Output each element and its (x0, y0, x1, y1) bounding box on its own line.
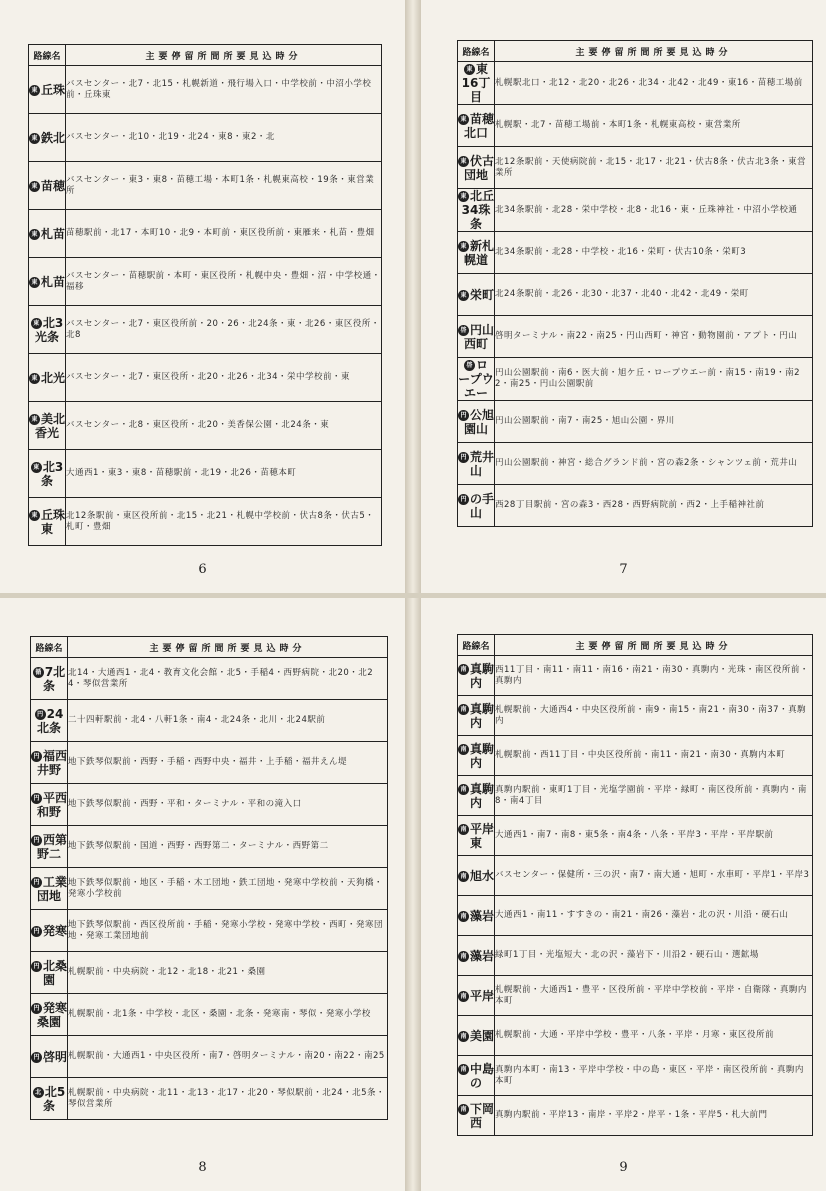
route-stops: 真駒内本町・南13・平岸中学校・中の島・東区・平岸・南区役所前・真駒内本町 (495, 1056, 813, 1096)
operator-badge: 南 (458, 1104, 469, 1115)
route-name: 西第野二 (36, 832, 68, 861)
route-name-cell (31, 826, 68, 868)
route-name: 荒井山 (469, 449, 495, 478)
route-row (29, 66, 382, 114)
route-table-page-6 (28, 44, 382, 546)
route-row (458, 696, 813, 736)
page-8 (0, 598, 405, 1191)
operator-badge: 東 (29, 373, 40, 384)
route-stops: 円山公園駅前・南6・医大前・旭ケ丘・ロープウエー前・南15・南19・南22・南25・円山公園駅前 (495, 358, 813, 401)
route-name: 東16丁目 (461, 62, 491, 104)
route-row (458, 147, 813, 189)
route-name-cell (458, 62, 495, 105)
route-stops: 札幌駅前・大通西1・豊平・区役所前・平岸中学校前・平岸・自衛隊・真駒内本町 (495, 976, 813, 1016)
route-name: 北3光条 (34, 315, 64, 344)
route-stops: 札幌駅前・中央病院・北12・北18・北21・桑園 (68, 952, 388, 994)
route-name: 苗穂 (41, 178, 66, 193)
route-name-cell (458, 105, 495, 147)
route-name-cell (458, 936, 495, 976)
route-name: 真駒内 (469, 701, 495, 730)
route-stops: 真駒内駅前・平岸13・南岸・平岸2・岸平・1条・平岸5・札大前門 (495, 1096, 813, 1136)
route-row (458, 1016, 813, 1056)
route-name: 鉄北 (41, 130, 66, 145)
route-stops: 札幌駅前・大通・平岸中学校・豊平・八条・平岸・月寒・東区役所前 (495, 1016, 813, 1056)
route-stops: 大通西1・南7・南8・東5条・南4条・八条・平岸3・平岸・平岸駅前 (495, 816, 813, 856)
route-name: 下岡西 (469, 1101, 495, 1130)
route-row (458, 976, 813, 1016)
operator-badge: 南 (458, 744, 469, 755)
route-stops: バスセンター・東3・東8・苗穂工場・本町1条・札幌東高校・19条・東営業所 (66, 162, 382, 210)
route-row (458, 358, 813, 401)
route-stops: バスセンター・北7・東区役所前・20・26・北24条・東・北26・東区役所・北8 (66, 306, 382, 354)
route-name-cell (458, 316, 495, 358)
page-number: 6 (198, 562, 207, 577)
route-name: 北光 (41, 370, 66, 385)
route-row (458, 232, 813, 274)
stops-header: 主要停留所間所要見込時分 (68, 637, 388, 658)
route-row (29, 450, 382, 498)
route-stops: 地下鉄琴似駅前・地区・手稲・木工団地・鉄工団地・発寒中学校前・天狗橋・発寒小学校前 (68, 868, 388, 910)
route-row (31, 784, 388, 826)
operator-badge: 東 (29, 181, 40, 192)
route-name-header: 路線名 (458, 41, 495, 62)
route-row (29, 306, 382, 354)
operator-badge: 東 (31, 462, 42, 473)
route-row (458, 485, 813, 527)
route-name: 旭水 (470, 868, 495, 883)
route-name: 発寒 (43, 923, 68, 938)
route-stops: 啓明ターミナル・南22・南25・円山西町・神宮・動物園前・アプト・円山 (495, 316, 813, 358)
route-stops: 地下鉄琴似駅前・西野・平和・ターミナル・平和の滝入口 (68, 784, 388, 826)
route-stops: バスセンター・北8・東区役所・北20・美香保公園・北24条・東 (66, 402, 382, 450)
route-name: 24北条 (36, 706, 64, 735)
operator-badge: 南 (458, 871, 469, 882)
route-name: 丘珠東 (40, 507, 66, 536)
route-row (29, 402, 382, 450)
route-name: 苗穂北口 (463, 111, 495, 140)
route-name-cell (29, 354, 66, 402)
route-row (31, 742, 388, 784)
route-row (458, 443, 813, 485)
route-name-cell (29, 258, 66, 306)
operator-badge: 啓 (458, 325, 469, 336)
route-name: 札苗 (41, 274, 66, 289)
route-row (29, 258, 382, 306)
operator-badge: 東 (29, 229, 40, 240)
route-name-cell (458, 1016, 495, 1056)
route-stops: 北34条駅前・北28・中学校・北16・栄町・伏古10条・栄町3 (495, 232, 813, 274)
route-row (458, 62, 813, 105)
route-name-cell (458, 147, 495, 189)
operator-badge: 円 (31, 835, 42, 846)
operator-badge: 南 (458, 991, 469, 1002)
route-name-cell (31, 784, 68, 826)
route-name-cell (31, 700, 68, 742)
route-row (458, 189, 813, 232)
operator-badge: 南 (458, 704, 469, 715)
route-stops: バスセンター・北7・東区役所・北20・北26・北34・栄中学校前・東 (66, 354, 382, 402)
operator-badge: 円 (458, 410, 469, 421)
route-name: 平岸 (470, 988, 495, 1003)
route-stops: 札幌駅前・大通西1・中央区役所・南7・啓明ターミナル・南20・南22・南25 (68, 1036, 388, 1078)
operator-badge: 円 (31, 751, 42, 762)
route-stops: バスセンター・北10・北19・北24・東8・東2・北 (66, 114, 382, 162)
route-stops: バスセンター・北7・北15・札幌新道・飛行場入口・中学校前・中沼小学校前・丘珠東 (66, 66, 382, 114)
operator-badge: 円 (31, 926, 42, 937)
route-row (458, 736, 813, 776)
route-stops: 札幌駅前・西11丁目・中央区役所前・南11・南21・南30・真駒内本町 (495, 736, 813, 776)
route-row (31, 826, 388, 868)
route-name-cell (458, 1096, 495, 1136)
route-name-cell (458, 856, 495, 896)
route-name: 北桑園 (42, 958, 68, 987)
route-stops: 北24条駅前・北26・北30・北37・北40・北42・北49・栄町 (495, 274, 813, 316)
route-stops: 札幌駅前・大通西4・中央区役所前・南9・南15・南21・南30・南37・真駒内 (495, 696, 813, 736)
operator-badge: 東 (29, 277, 40, 288)
route-row (458, 816, 813, 856)
route-row (31, 1078, 388, 1120)
route-row (31, 952, 388, 994)
route-name-cell (29, 162, 66, 210)
route-stops: 札幌駅・北7・苗穂工場前・本町1条・札幌東高校・東営業所 (495, 105, 813, 147)
route-name: 北5条 (42, 1084, 66, 1113)
operator-badge: 東 (458, 114, 469, 125)
route-name: 藻岩 (470, 948, 495, 963)
stops-header: 主要停留所間所要見込時分 (495, 635, 813, 656)
route-name-cell (458, 358, 495, 401)
operator-badge: 東 (29, 85, 40, 96)
route-row (31, 700, 388, 742)
route-name-cell (31, 1036, 68, 1078)
operator-badge: 円 (35, 709, 46, 720)
route-name-cell (31, 952, 68, 994)
route-name: 北3条 (40, 459, 64, 488)
route-name-cell (458, 776, 495, 816)
operator-badge: 東 (458, 241, 469, 252)
route-stops: 札幌駅北口・北12・北20・北26・北34・北42・北49・東16・苗穂工場前 (495, 62, 813, 105)
route-name-cell (29, 210, 66, 258)
page-number: 9 (619, 1160, 628, 1175)
route-name-cell (458, 189, 495, 232)
route-stops: 北14・大通西1・北4・教育文化会館・北5・手稲4・西野病院・北20・北24・琴似営業所 (68, 658, 388, 700)
route-name: 北丘34珠条 (461, 189, 495, 231)
route-row (29, 210, 382, 258)
route-name: ロープウエー (458, 358, 494, 400)
route-name-cell (458, 443, 495, 485)
route-stops: 西11丁目・南11・南11・南16・南21・南30・真駒内・光珠・南区役所前・真駒内 (495, 656, 813, 696)
stops-header: 主要停留所間所要見込時分 (66, 45, 382, 66)
operator-badge: 南 (458, 824, 469, 835)
route-name: 新札幌道 (463, 238, 495, 267)
route-stops: 円山公園駅前・南7・南25・旭山公園・界川 (495, 401, 813, 443)
operator-badge: 南 (458, 784, 469, 795)
route-row (458, 656, 813, 696)
operator-badge: 東 (458, 156, 469, 167)
route-stops: 緑町1丁目・光塩短大・北の沢・藻岩下・川沿2・硬石山・選鉱場 (495, 936, 813, 976)
route-name: 札苗 (41, 226, 66, 241)
page-9 (421, 598, 826, 1191)
operator-badge: 南 (458, 911, 469, 922)
operator-badge: 東 (458, 290, 469, 301)
route-name: 平西和野 (36, 790, 68, 819)
route-name-cell (29, 114, 66, 162)
route-row (29, 354, 382, 402)
route-row (458, 776, 813, 816)
operator-badge: 円 (31, 877, 42, 888)
route-name-cell (458, 1056, 495, 1096)
route-name: 工業団地 (36, 874, 68, 903)
route-name: 発寒桑園 (36, 1000, 68, 1029)
route-name-cell (458, 896, 495, 936)
operator-badge: 円 (31, 961, 42, 972)
route-row (458, 105, 813, 147)
route-stops: バスセンター・苗穂駅前・本町・東区役所・札幌中央・豊畑・沼・中学校通・福移 (66, 258, 382, 306)
route-name-cell (458, 485, 495, 527)
route-name-cell (31, 658, 68, 700)
route-name: 円山西町 (463, 322, 495, 351)
route-stops: 札幌駅前・北1条・中学校・北区・桑園・北条・発寒南・琴似・発寒小学校 (68, 994, 388, 1036)
route-stops: 北12条駅前・天使病院前・北15・北17・北21・伏古8条・伏古北3条・東営業所 (495, 147, 813, 189)
operator-badge: 円 (458, 452, 469, 463)
route-row (31, 1036, 388, 1078)
route-row (458, 401, 813, 443)
page-number: 8 (198, 1160, 207, 1175)
page-7 (421, 0, 826, 593)
stops-header: 主要停留所間所要見込時分 (495, 41, 813, 62)
route-name-cell (31, 1078, 68, 1120)
route-row (29, 162, 382, 210)
route-name: 7北条 (42, 664, 66, 693)
route-stops: 西28丁目駅前・宮の森3・西28・西野病院前・西2・上手稲神社前 (495, 485, 813, 527)
route-row (458, 856, 813, 896)
route-name-cell (31, 868, 68, 910)
operator-badge: 循 (33, 667, 44, 678)
route-name: 藻岩 (470, 908, 495, 923)
route-name-cell (458, 696, 495, 736)
route-stops: 地下鉄琴似駅前・西野・手稲・西野中央・福井・上手稲・福井えん堤 (68, 742, 388, 784)
route-stops: 北12条駅前・東区役所前・北15・北21・札幌中学校前・伏古8条・伏古5・札町・豊畑 (66, 498, 382, 546)
operator-badge: 啓 (464, 360, 475, 371)
route-name-cell (29, 402, 66, 450)
route-name-cell (31, 994, 68, 1036)
route-name: 美園 (470, 1028, 495, 1043)
route-name: の手山 (469, 491, 495, 520)
operator-badge: 東 (31, 318, 42, 329)
route-name: 丘珠 (41, 82, 66, 97)
route-stops: 北34条駅前・北28・栄中学校・北8・北16・東・丘珠神社・中沼小学校通 (495, 189, 813, 232)
operator-badge: 円 (31, 1052, 42, 1063)
route-name-cell (29, 450, 66, 498)
route-row (458, 1056, 813, 1096)
route-stops: 苗穂駅前・北17・本町10・北9・本町前・東区役所前・東雁来・札苗・豊畑 (66, 210, 382, 258)
route-stops: 大通西1・東3・東8・苗穂駅前・北19・北26・苗穂本町 (66, 450, 382, 498)
route-row (458, 316, 813, 358)
route-stops: 大通西1・南11・すすきの・南21・南26・藻岩・北の沢・川沿・硬石山 (495, 896, 813, 936)
route-table-page-8 (30, 636, 388, 1120)
route-name: 福西井野 (36, 748, 68, 777)
route-name-header: 路線名 (31, 637, 68, 658)
route-name-cell (31, 910, 68, 952)
operator-badge: 東 (29, 133, 40, 144)
route-name: 平岸東 (469, 821, 495, 850)
route-name: 真駒内 (469, 781, 495, 810)
operator-badge: 東 (458, 191, 469, 202)
page-6 (0, 0, 405, 593)
operator-badge: 東 (29, 510, 40, 521)
route-row (458, 1096, 813, 1136)
route-row (458, 896, 813, 936)
route-name: 公旭園山 (463, 407, 495, 436)
route-row (458, 936, 813, 976)
route-row (29, 498, 382, 546)
route-row (31, 994, 388, 1036)
route-name-cell (31, 742, 68, 784)
route-row (31, 658, 388, 700)
route-table-page-7 (457, 40, 813, 527)
route-name: 栄町 (470, 287, 495, 302)
route-name: 伏古団地 (463, 153, 495, 182)
route-stops: 真駒内駅前・東町1丁目・光塩学園前・平岸・緑町・南区役所前・真駒内・南8・南4丁目 (495, 776, 813, 816)
route-name-cell (29, 66, 66, 114)
page-number: 7 (619, 562, 628, 577)
operator-badge: 円 (458, 494, 469, 505)
route-stops: 円山公園駅前・神宮・総合グランド前・宮の森2条・シャンツェ前・荒井山 (495, 443, 813, 485)
route-name-cell (458, 736, 495, 776)
operator-badge: 南 (458, 1031, 469, 1042)
route-name: 真駒内 (469, 661, 495, 690)
route-name-cell (29, 306, 66, 354)
operator-badge: 南 (458, 951, 469, 962)
route-name-cell (458, 274, 495, 316)
operator-badge: 南 (458, 1064, 469, 1075)
route-stops: 札幌駅前・中央病院・北11・北13・北17・北20・琴似駅前・北24・北5条・琴似営業所 (68, 1078, 388, 1120)
route-name-cell (458, 401, 495, 443)
route-stops: 二十四軒駅前・北4・八軒1条・南4・北24条・北川・北24駅前 (68, 700, 388, 742)
route-table-page-9 (457, 634, 813, 1136)
operator-badge: 東 (464, 64, 475, 75)
route-row (31, 868, 388, 910)
route-name-cell (458, 816, 495, 856)
route-name-cell (29, 498, 66, 546)
route-stops: 地下鉄琴似駅前・西区役所前・手稲・発寒小学校・発寒中学校・西町・発寒団地・発寒工業団地前 (68, 910, 388, 952)
route-name-cell (458, 656, 495, 696)
route-stops: 地下鉄琴似駅前・国道・西野・西野第二・ターミナル・西野第二 (68, 826, 388, 868)
route-name: 中島の (469, 1061, 495, 1090)
route-stops: バスセンター・保健所・三の沢・南7・南大通・旭町・水車町・平岸1・平岸3 (495, 856, 813, 896)
route-name-cell (458, 976, 495, 1016)
route-name: 真駒内 (469, 741, 495, 770)
route-row (29, 114, 382, 162)
route-name: 美北香光 (34, 411, 66, 440)
operator-badge: 円 (31, 1003, 42, 1014)
route-row (458, 274, 813, 316)
route-name-header: 路線名 (458, 635, 495, 656)
operator-badge: 北 (33, 1087, 44, 1098)
operator-badge: 円 (31, 793, 42, 804)
route-name-cell (458, 232, 495, 274)
route-name-header: 路線名 (29, 45, 66, 66)
route-name: 啓明 (43, 1049, 68, 1064)
route-row (31, 910, 388, 952)
operator-badge: 南 (458, 664, 469, 675)
operator-badge: 東 (29, 414, 40, 425)
